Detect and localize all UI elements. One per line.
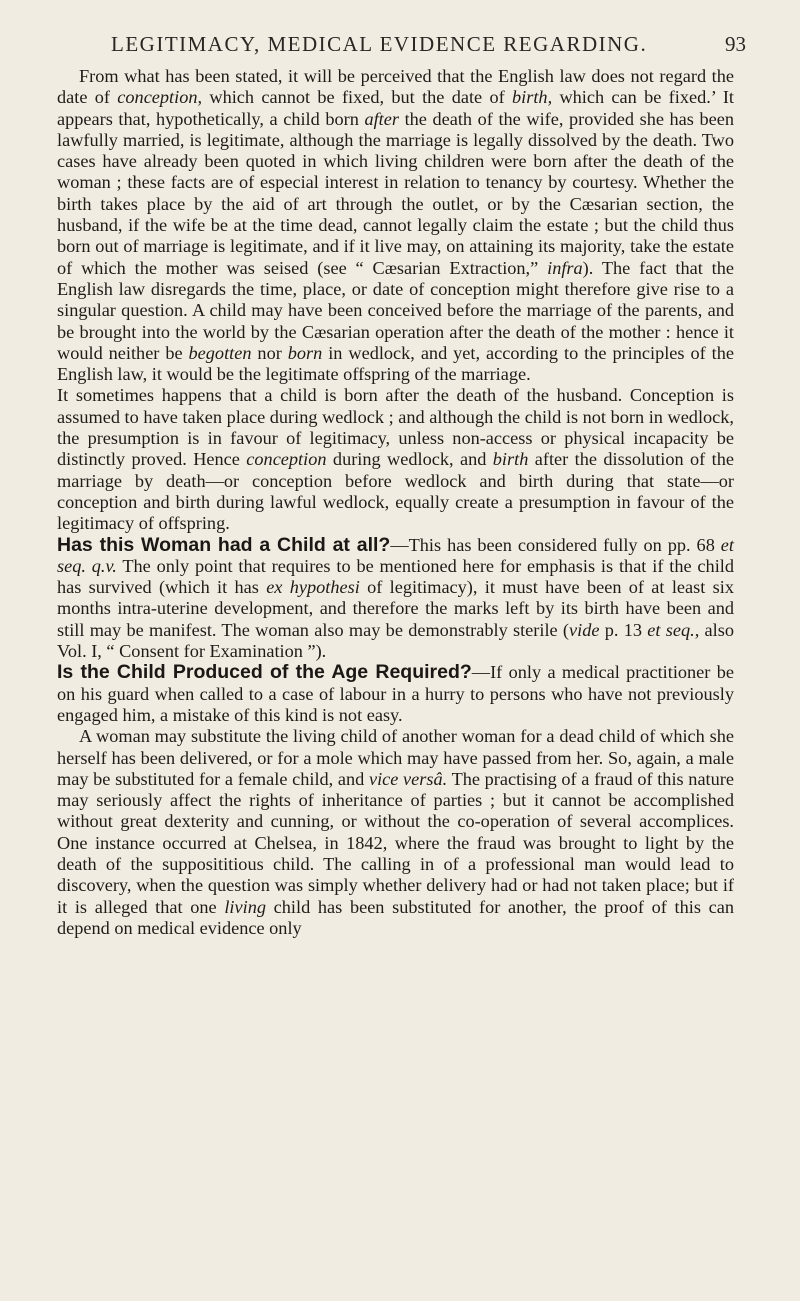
text-run: which can be fixed.’ It appears that, hypothetically, a child born — [57, 87, 735, 129]
italic-run: vice versâ. — [368, 768, 448, 789]
text-run: —If only a medical practitioner be on his guard when called to a case of labour in a hurry to persons who have not previously engaged him, a mistake of this kind is not easy. — [57, 662, 734, 725]
text-run: of legitimacy), it must have been of at least six months intra-uterine development, and therefore the marks left by its birth have been and still may be manifest. The woman also may be demonstrably sterile ( — [57, 577, 734, 640]
paragraph-5 — [57, 726, 734, 939]
text-run: The only point that requires to be mentioned here for emphasis is that if the child has survived (which it has — [57, 555, 734, 598]
body-text — [57, 66, 734, 939]
paragraph-4 — [57, 662, 734, 726]
running-head-title: LEGITIMACY, MEDICAL EVIDENCE REGARDING. — [111, 32, 648, 56]
italic-run: vide — [569, 619, 600, 640]
paragraph-1 — [57, 66, 734, 385]
italic-run: birth — [492, 449, 529, 470]
section-heading-child-age: Is the Child Produced of the Age Required? — [57, 661, 472, 684]
page-number: 93 — [725, 32, 746, 56]
text-run: nor — [251, 342, 288, 363]
italic-run: conception, — [117, 87, 203, 108]
text-run: which cannot be fixed, but the date of — [202, 87, 513, 108]
text-run: ). The fact that the English law disregards the time, place, or date of conception might therefore give rise to a singular question. A child may have been conceived before the marriage of the parents, and be brought into the world by the Cæsarian operation after the death of the mother : hence it would neither be — [57, 257, 734, 363]
text-run: the death of the wife, provided she has been lawfully married, is legitimate, although the marriage is legally dissolved by the death. Two cases have already been quoted in which living children were born after the death of the woman ; these facts are of especial interest in relation to tenancy by courtesy. Whether the birth takes place by the aid of art through the outlet, or by the Cæsarian section, the husband, if the wife be at the time dead, cannot legally claim the estate ; but the child thus born out of marriage is legitimate, and if it live may, on attaining its majority, take the estate of which the mother was seised (see “ Cæsarian Extraction,” — [57, 108, 734, 278]
italic-run: begotten — [188, 342, 252, 363]
italic-run: after — [364, 108, 399, 129]
section-heading-woman-had-child: Has this Woman had a Child at all? — [57, 533, 391, 556]
text-run: during wedlock, and — [326, 449, 493, 470]
text-run: also Vol. I, “ Consent for Examination ”). — [57, 619, 735, 662]
paragraph-3 — [57, 535, 734, 663]
text-run: A woman may substitute the living child of another woman for a dead child of which she herself has been delivered, or for a mole which may have passed from her. So, again, a male may be substituted for a female child, and — [57, 726, 734, 789]
italic-run: birth, — [512, 87, 553, 108]
text-run: The practising of a fraud of this nature may seriously affect the rights of inheritance of parties ; but it cannot be accomplished without great dexterity and cunning, or without the co-operation of several accomplices. One instance occurred at Chelsea, in 1842, where the fraud was brought to light by the death of the supposititious child. The calling in of a professional man would lead to discovery, when the question was simply whether delivery had or had not taken place; but if it is alleged that one — [57, 768, 734, 917]
running-head — [57, 20, 746, 60]
text-run: in wedlock, and yet, according to the principles of the English law, it would be the legitimate offspring of the marriage. — [57, 342, 734, 385]
italic-run: et seq. q.v. — [57, 534, 734, 576]
text-run: after the dissolution of the marriage by death—or conception before wedlock and birth during that state—or conception and birth during lawful wedlock, equally create a presumption in favour of the legitimacy of offspring. — [57, 449, 735, 534]
text-run: p. 13 — [599, 619, 648, 640]
italic-run: born — [287, 342, 323, 363]
italic-run: et seq., — [647, 619, 700, 640]
italic-run: infra — [547, 257, 583, 278]
paragraph-2 — [57, 385, 734, 534]
text-run: It sometimes happens that a child is born after the death of the husband. Conception is assumed to have taken place during wedlock ; and although the child is not born in wedlock, the presumption is in favour of legitimacy, unless non-access or physical incapacity be distinctly proved. Hence — [57, 385, 734, 470]
italic-run: conception — [246, 449, 327, 470]
italic-run: living — [224, 896, 266, 917]
text-run: —This has been considered fully on pp. 68 — [390, 534, 721, 555]
text-run: child has been substituted for another, the proof of this can depend on medical evidence only — [57, 896, 735, 938]
text-run: From what has been stated, it will be perceived that the English law does not regard the date of — [57, 66, 734, 108]
italic-run: ex hypothesi — [266, 577, 360, 598]
